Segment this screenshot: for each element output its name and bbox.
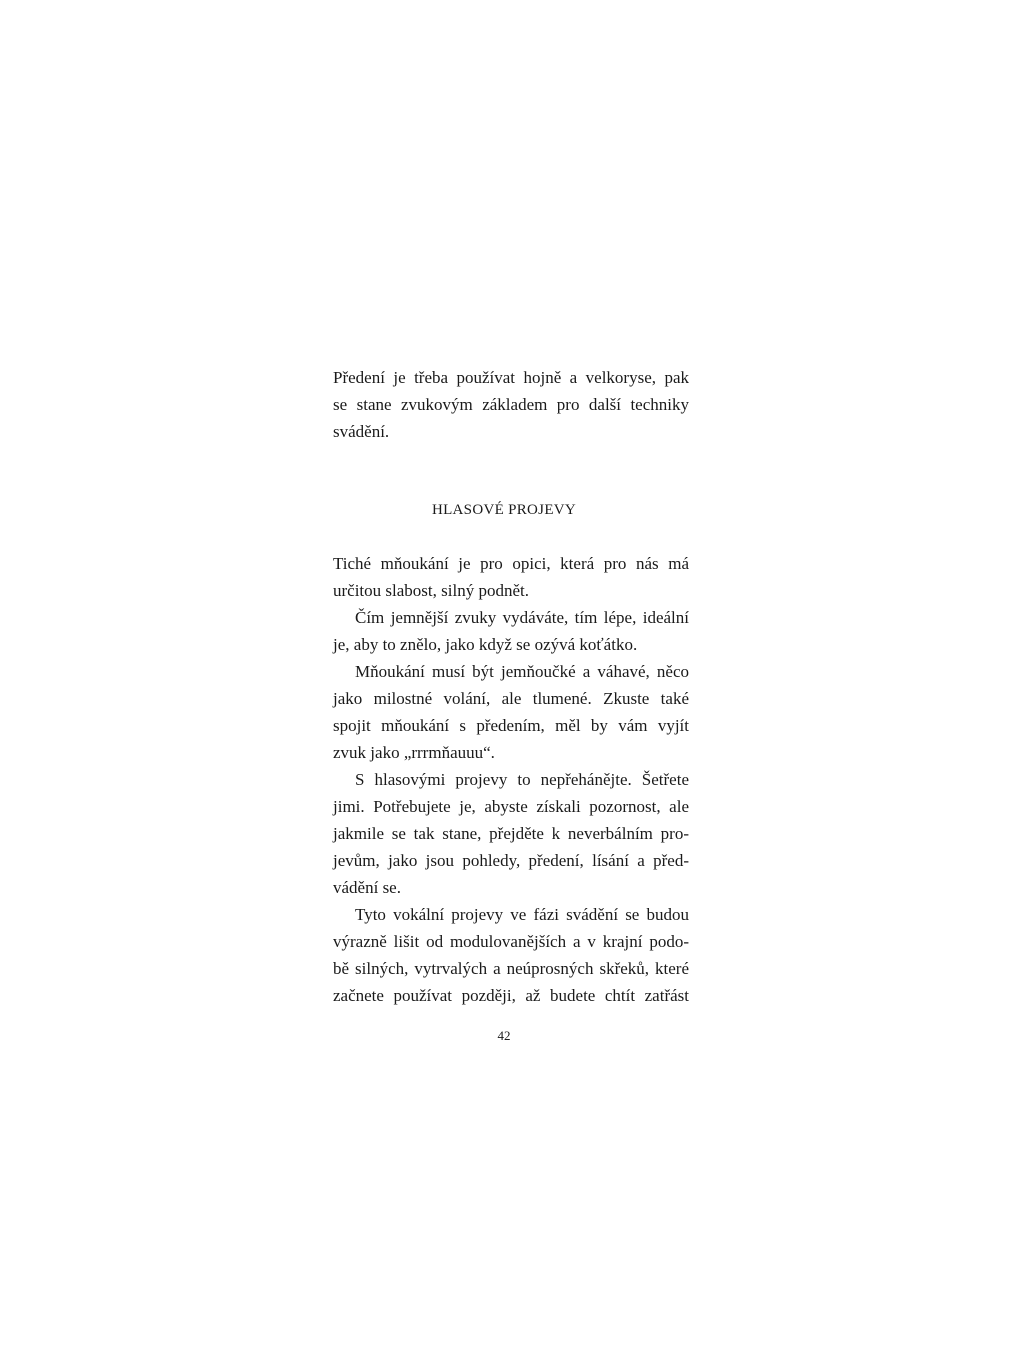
text-line: Tyto vokální projevy ve fázi svádění se budou [355, 905, 689, 924]
paragraph [333, 658, 689, 766]
intro-paragraph [333, 364, 689, 445]
text-line: vádění se. [333, 878, 401, 897]
text-line: jimi. Potřebujete je, abyste získali pozornost, ale [333, 797, 689, 816]
text-line: jevům, jako jsou pohledy, předení, lísání a před- [333, 851, 689, 870]
text-line: bě silných, vytrvalých a neúprosných skřeků, které [333, 959, 689, 978]
text-line: Tiché mňoukání je pro opici, která pro nás má [333, 554, 689, 573]
text-line: S hlasovými projevy to nepřehánějte. Šetřete [355, 770, 689, 789]
text-line: zvuk jako „rrrmňauuu“. [333, 743, 495, 762]
page-number: 42 [497, 1028, 511, 1043]
paragraph [333, 901, 689, 1009]
text-line: se stane zvukovým základem pro další techniky [333, 395, 689, 414]
paragraph [333, 604, 689, 658]
text-line: Čím jemnější zvuky vydáváte, tím lépe, ideální [355, 608, 689, 627]
text-line: jakmile se tak stane, přejděte k neverbálním pro- [333, 824, 689, 843]
section-heading: HLASOVÉ PROJEVY [431, 502, 577, 518]
text-line: je, aby to znělo, jako když se ozývá koťátko. [333, 635, 638, 654]
text-line: Předení je třeba používat hojně a velkoryse, pak [333, 368, 689, 387]
text-line: začnete používat později, až budete chtít zatřást [333, 986, 689, 1005]
body-text [333, 550, 689, 1009]
paragraph [333, 550, 689, 604]
text-line: určitou slabost, silný podnět. [333, 581, 529, 600]
text-line: Mňoukání musí být jemňoučké a váhavé, něco [355, 662, 689, 681]
paragraph [333, 766, 689, 901]
text-line: spojit mňoukání s předením, měl by vám vyjít [333, 716, 689, 735]
text-line: jako milostné volání, ale tlumené. Zkuste také [333, 689, 689, 708]
text-line: svádění. [333, 422, 390, 441]
text-line: výrazně lišit od modulovanějších a v krajní podo- [333, 932, 689, 951]
